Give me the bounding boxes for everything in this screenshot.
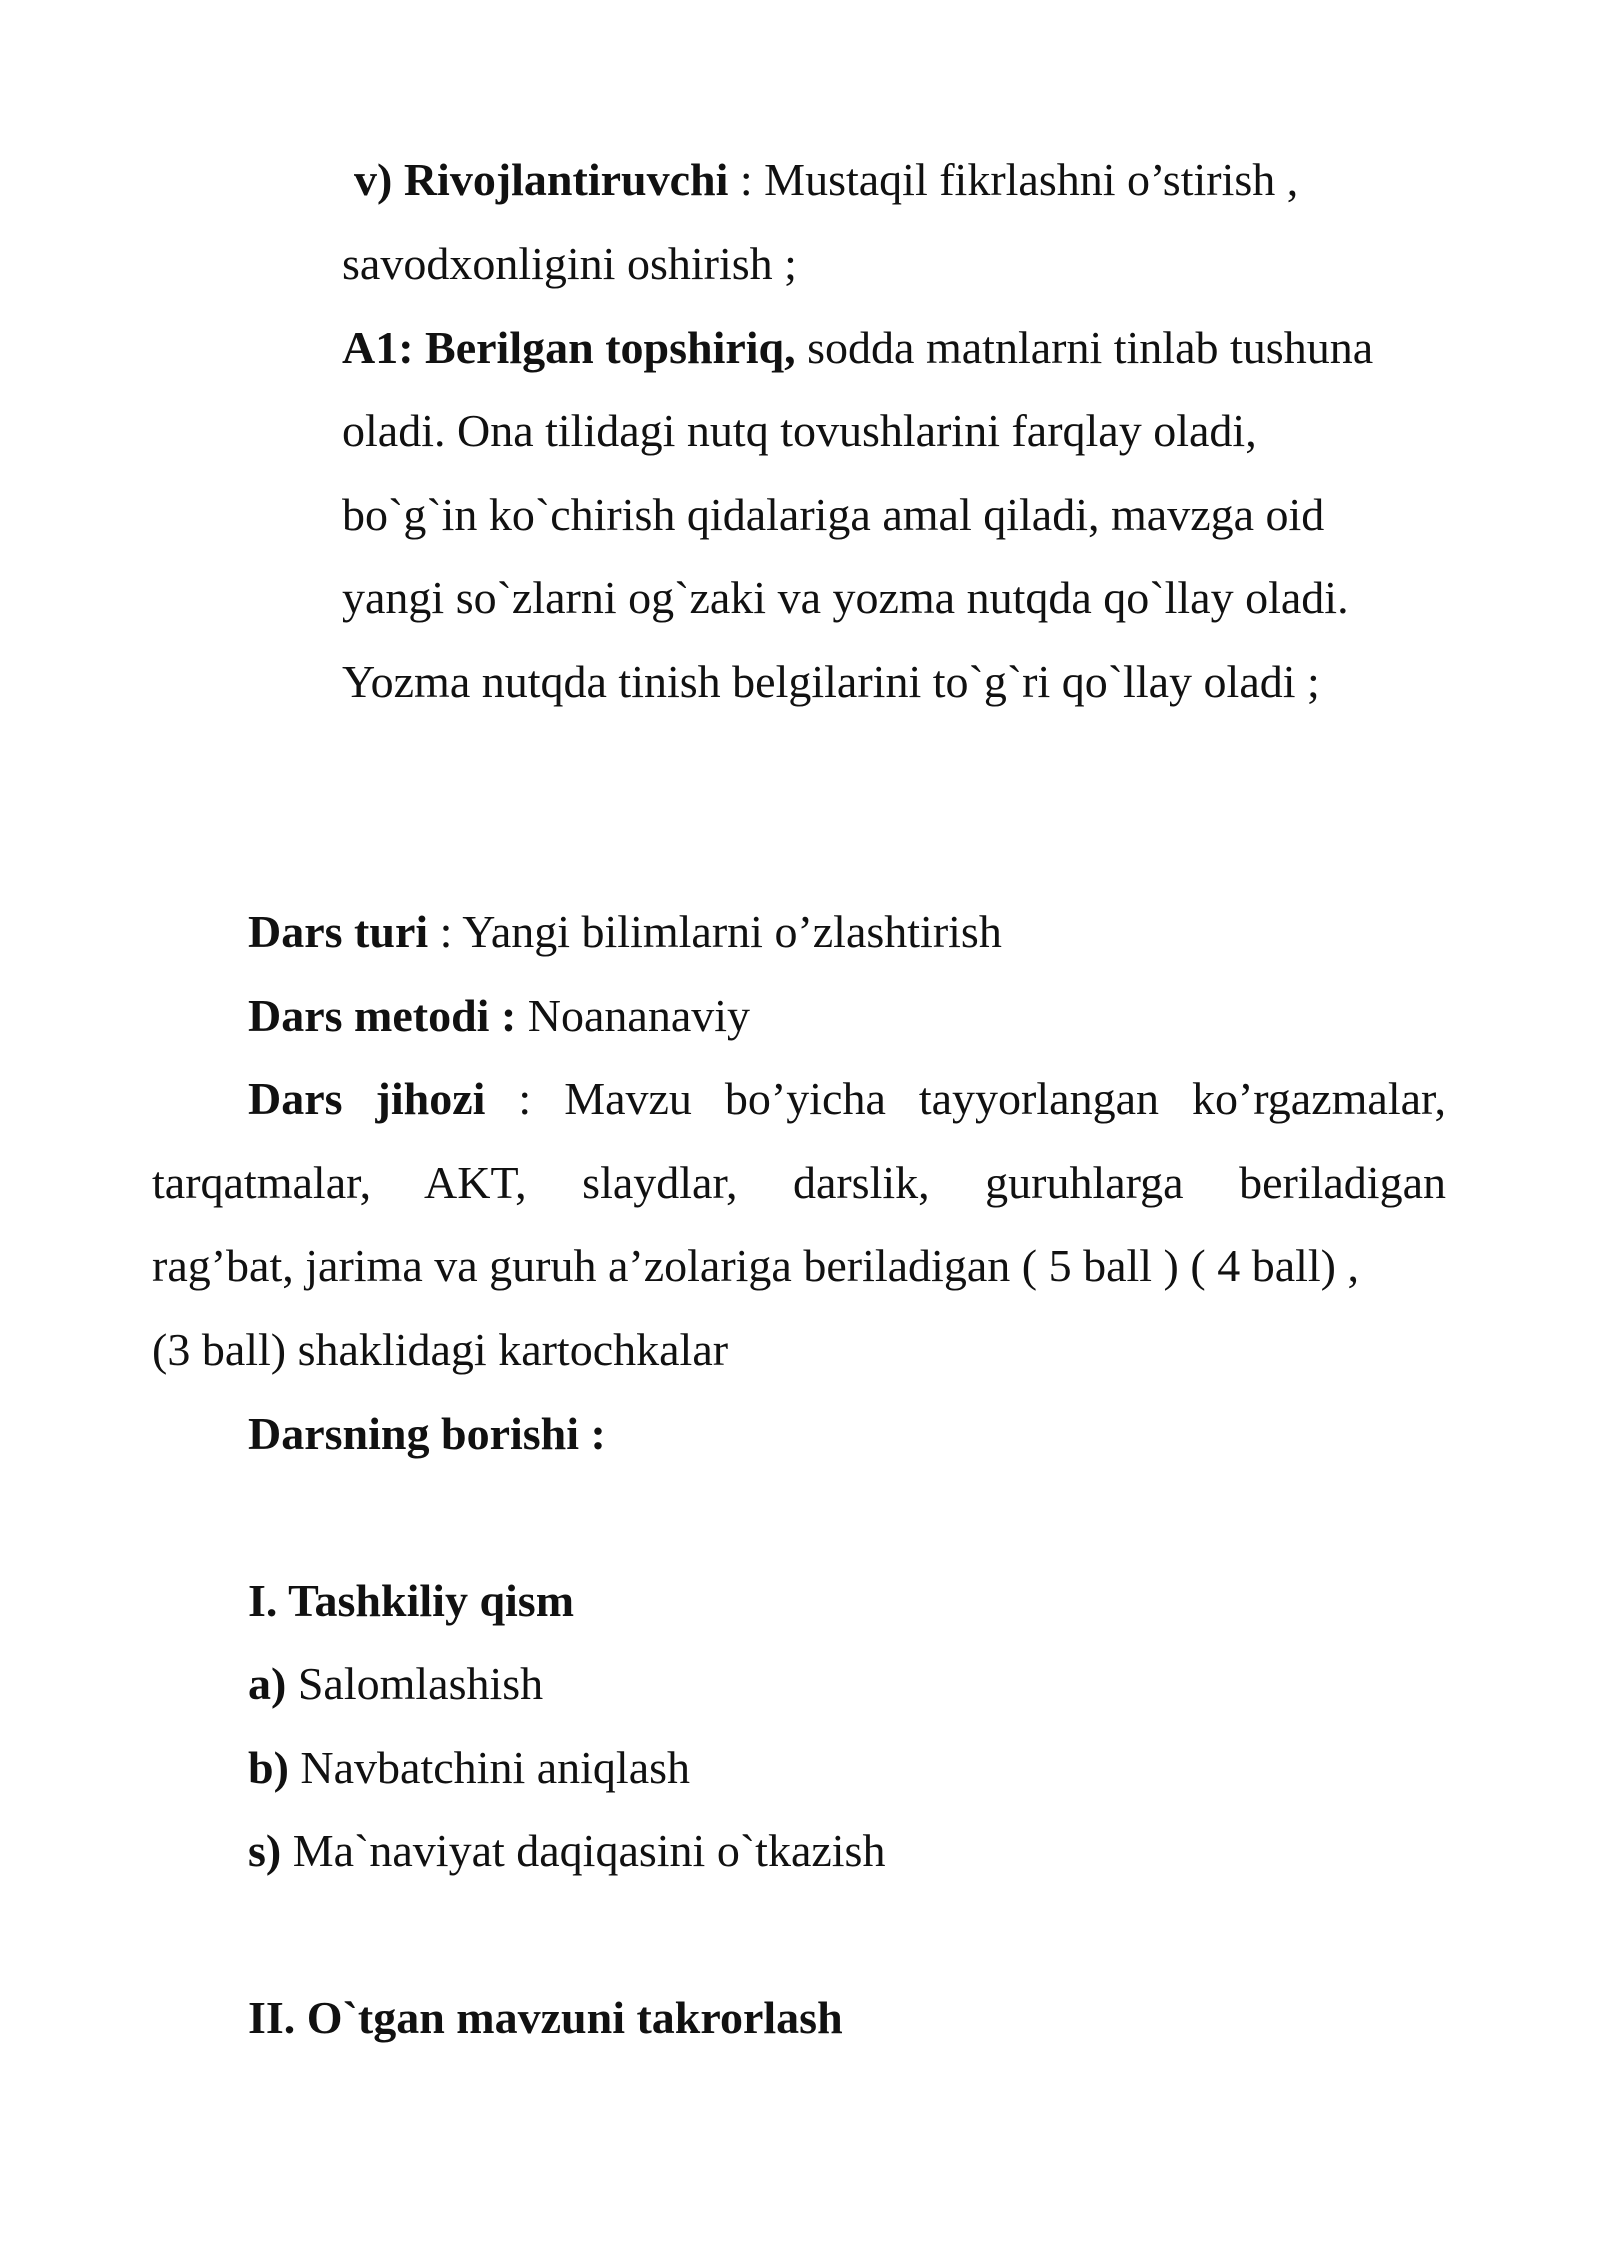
lesson-equipment-line-1	[248, 1071, 1446, 1127]
objective-v-continuation: savodxonligini oshirish ;	[342, 238, 797, 289]
lesson-equipment-text: : Mavzu bo’yicha tayyorlangan ko’rgazmalar,	[485, 1073, 1446, 1124]
list-item-text: Ma`naviyat daqiqasini o`tkazish	[281, 1825, 886, 1876]
lesson-method-label: Dars metodi :	[248, 990, 517, 1041]
lesson-equipment-label: Dars jihozi	[248, 1073, 486, 1124]
list-item-marker: s)	[248, 1825, 282, 1876]
lesson-type-label: Dars turi	[248, 906, 429, 957]
list-item	[248, 1823, 885, 1879]
objective-a1-line-4: yangi so`zlarni og`zaki va yozma nutqda qo`llay oladi.	[342, 572, 1349, 623]
objective-a1	[342, 320, 1373, 376]
list-item	[248, 1740, 690, 1796]
lesson-method-text: Noananaviy	[516, 990, 751, 1041]
lesson-equipment-line-4: (3 ball) shaklidagi kartochkalar	[152, 1324, 729, 1375]
objective-v-text: : Mustaqil fikrlashni o’stirish ,	[728, 154, 1299, 205]
lesson-type-text: : Yangi bilimlarni o’zlashtirish	[428, 906, 1002, 957]
lesson-method	[248, 988, 750, 1044]
section-1-title: I. Tashkiliy qism	[248, 1575, 575, 1626]
list-item-marker: b)	[248, 1742, 289, 1793]
list-item-text: Salomlashish	[286, 1658, 544, 1709]
objective-a1-text: sodda matnlarni tinlab tushuna	[795, 322, 1374, 373]
objective-v	[354, 152, 1298, 208]
objective-v-label: v) Rivojlantiruvchi	[354, 154, 729, 205]
lesson-equipment-line-2: tarqatmalar, AKT, slaydlar, darslik, guruhlarga beriladigan	[152, 1157, 1446, 1208]
lesson-equipment-line-3: rag’bat, jarima va guruh a’zolariga beriladigan ( 5 ball ) ( 4 ball) ,	[152, 1240, 1359, 1291]
lesson-type	[248, 904, 1002, 960]
list-item	[248, 1656, 543, 1712]
lesson-progress-heading: Darsning borishi :	[248, 1408, 606, 1459]
section-2-title: II. O`tgan mavzuni takrorlash	[248, 1992, 843, 2043]
list-item-text: Navbatchini aniqlash	[288, 1742, 691, 1793]
objective-a1-line-2: oladi. Ona tilidagi nutq tovushlarini farqlay oladi,	[342, 405, 1257, 456]
objective-a1-label: A1: Berilgan topshiriq,	[342, 322, 796, 373]
objective-a1-line-3: bo`g`in ko`chirish qidalariga amal qiladi, mavzga oid	[342, 489, 1325, 540]
objective-a1-line-5: Yozma nutqda tinish belgilarini to`g`ri qo`llay oladi ;	[342, 656, 1320, 707]
list-item-marker: a)	[248, 1658, 287, 1709]
